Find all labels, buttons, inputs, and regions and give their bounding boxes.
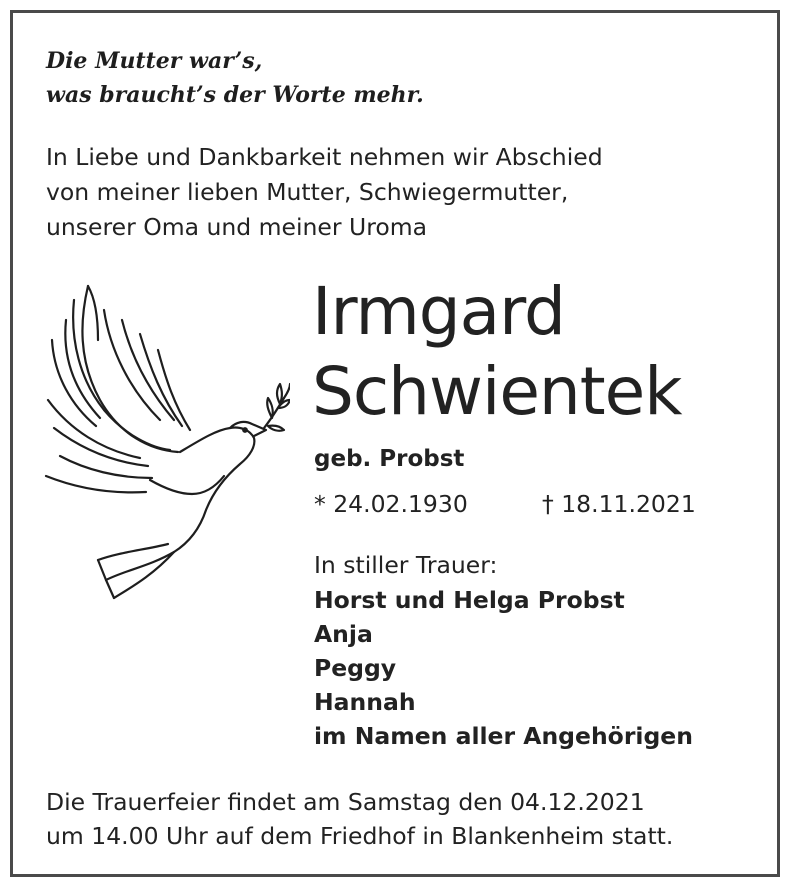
intro-line-2: von meiner lieben Mutter, Schwiegermutter, <box>46 178 569 206</box>
intro-text <box>46 140 603 245</box>
deceased-last-name: Schwientek <box>312 353 682 430</box>
intro-line-1: In Liebe und Dankbarkeit nehmen wir Abschied <box>46 143 603 171</box>
deceased-first-name: Irmgard <box>312 273 565 350</box>
motto-verse <box>46 44 424 112</box>
mourner-item: Horst und Helga Probst <box>314 586 625 614</box>
mourner-item: Peggy <box>314 654 397 682</box>
mourners-list <box>314 583 693 753</box>
motto-line-1: Die Mutter war’s, <box>46 48 263 74</box>
mourner-item: Hannah <box>314 688 416 716</box>
dove-icon <box>40 280 290 610</box>
service-line-2: um 14.00 Uhr auf dem Friedhof in Blankenheim statt. <box>46 822 674 850</box>
funeral-service-info <box>46 785 673 853</box>
deceased-name <box>312 272 681 432</box>
life-dates <box>314 488 696 520</box>
mourner-item: im Namen aller Angehörigen <box>314 722 693 750</box>
motto-line-2: was braucht’s der Worte mehr. <box>46 82 424 108</box>
mourning-label: In stiller Trauer: <box>314 551 498 579</box>
service-line-1: Die Trauerfeier findet am Samstag den 04.12.2021 <box>46 788 645 816</box>
mourner-item: Anja <box>314 620 373 648</box>
maiden-name: geb. Probst <box>314 446 465 472</box>
birth-date: * 24.02.1930 <box>314 490 468 518</box>
death-date: † 18.11.2021 <box>542 490 696 518</box>
intro-line-3: unserer Oma und meiner Uroma <box>46 213 428 241</box>
